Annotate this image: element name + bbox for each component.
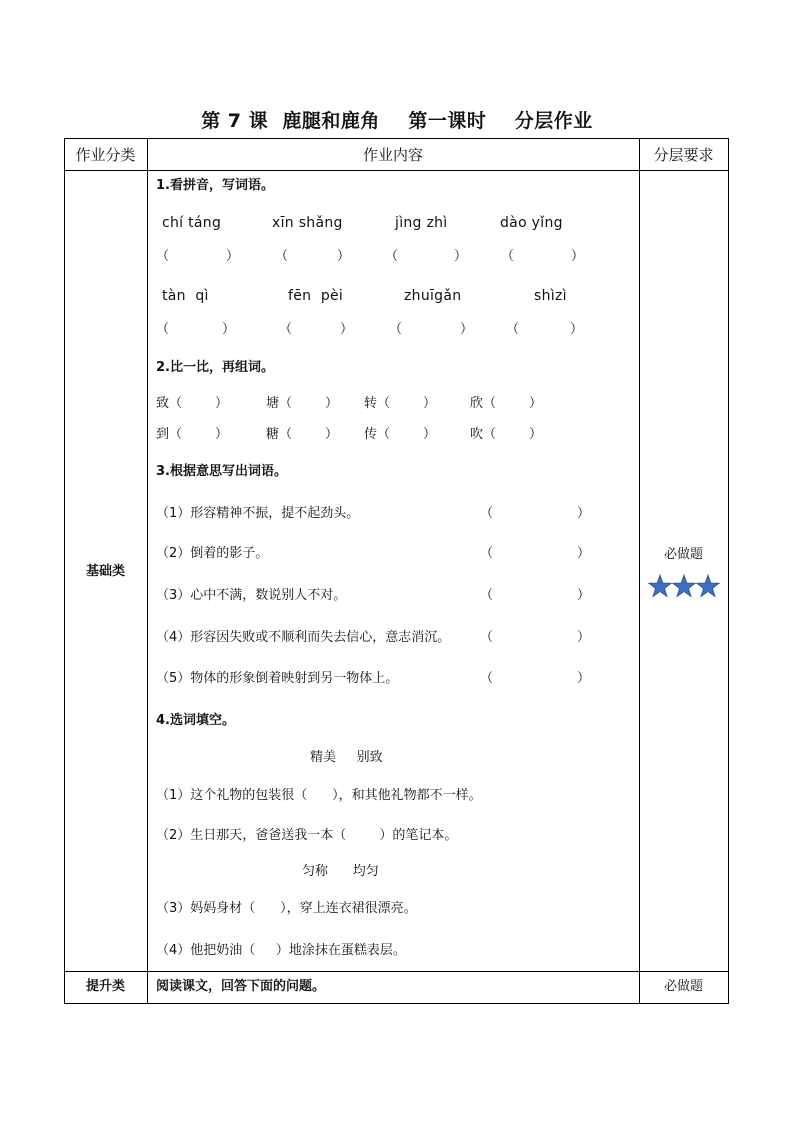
table-col-divider-1 — [147, 138, 148, 1004]
blank-close: ） — [340, 322, 354, 337]
blank-close: ） — [337, 249, 351, 264]
section2-heading: 2.比一比，再组词。 — [156, 360, 274, 375]
row-advanced-category: 提升类 — [85, 979, 125, 994]
blank-close: ） — [571, 249, 585, 264]
table-border-right — [728, 138, 729, 1004]
row-basic-requirement: 必做题 — [663, 547, 703, 562]
meaning-item: （2）倒着的影子。 — [156, 546, 269, 561]
row-advanced-content: 阅读课文，回答下面的问题。 — [156, 979, 326, 994]
row-basic-category: 基础类 — [85, 564, 125, 579]
pinyin-item: tàn qì — [162, 288, 209, 304]
section1-heading: 1.看拼音，写词语。 — [156, 178, 274, 193]
header-category: 作业分类 — [75, 146, 136, 164]
compare-item: 传（ ） — [364, 427, 437, 442]
blank-open: （ — [156, 249, 170, 264]
row-advanced-requirement: 必做题 — [663, 979, 703, 994]
blank-close: ） — [226, 249, 240, 264]
blank-open: （ — [156, 322, 170, 337]
pinyin-item: jìng zhì — [395, 215, 448, 231]
star-icon — [673, 575, 696, 597]
answer-open: （ — [480, 506, 494, 521]
fill-item: （2）生日那天，爸爸送我一本（ ）的笔记本。 — [156, 828, 458, 843]
fill-item: （1）这个礼物的包装很（ ），和其他礼物都不一样。 — [156, 788, 482, 803]
blank-open: （ — [389, 322, 403, 337]
difficulty-stars — [648, 574, 720, 600]
section3-heading: 3.根据意思写出词语。 — [156, 464, 287, 479]
pinyin-item: shìzì — [534, 288, 567, 304]
blank-close: ） — [460, 322, 474, 337]
table-border-bottom — [64, 1003, 729, 1004]
pinyin-item: xīn shǎng — [272, 215, 343, 231]
word-choice-pair: 精美 别致 — [310, 750, 383, 765]
meaning-item: （5）物体的形象倒着映射到另一物体上。 — [156, 671, 399, 686]
table-col-divider-2 — [639, 138, 640, 1004]
answer-open: （ — [480, 671, 494, 686]
answer-close: ） — [577, 546, 591, 561]
fill-item: （3）妈妈身材（ ），穿上连衣裙很漂亮。 — [156, 901, 417, 916]
blank-open: （ — [506, 322, 520, 337]
blank-open: （ — [279, 322, 293, 337]
pinyin-item: fēn pèi — [288, 288, 344, 304]
compare-item: 糖（ ） — [266, 427, 339, 442]
compare-item: 吹（ ） — [470, 427, 543, 442]
blank-open: （ — [501, 249, 515, 264]
meaning-item: （1）形容精神不振，提不起劲头。 — [156, 506, 360, 521]
pinyin-item: zhuīgǎn — [404, 288, 462, 304]
header-content: 作业内容 — [362, 146, 423, 164]
compare-item: 到（ ） — [156, 427, 229, 442]
compare-item: 欣（ ） — [470, 396, 543, 411]
compare-item: 致（ ） — [156, 396, 229, 411]
answer-open: （ — [480, 546, 494, 561]
compare-item: 塘（ ） — [266, 396, 339, 411]
fill-item: （4）他把奶油（ ）地涂抹在蛋糕表层。 — [156, 943, 406, 958]
star-icon — [697, 575, 720, 597]
table-header-divider — [64, 170, 729, 171]
star-icon — [649, 575, 672, 597]
meaning-item: （3）心中不满，数说别人不对。 — [156, 588, 347, 603]
answer-close: ） — [577, 588, 591, 603]
answer-close: ） — [577, 671, 591, 686]
answer-close: ） — [577, 630, 591, 645]
word-choice-pair: 匀称 均匀 — [302, 864, 379, 879]
blank-close: ） — [222, 322, 236, 337]
blank-close: ） — [454, 249, 468, 264]
header-requirement: 分层要求 — [653, 146, 714, 164]
blank-close: ） — [570, 322, 584, 337]
answer-open: （ — [480, 630, 494, 645]
table-border-top — [64, 138, 729, 139]
page-title: 第 7 课 鹿腿和鹿角 第一课时 分层作业 — [201, 110, 593, 132]
compare-item: 转（ ） — [364, 396, 437, 411]
pinyin-item: dào yǐng — [500, 215, 563, 231]
table-row-divider — [64, 971, 729, 972]
meaning-item: （4）形容因失败或不顺利而失去信心，意志消沉。 — [156, 630, 451, 645]
blank-open: （ — [385, 249, 399, 264]
answer-close: ） — [577, 506, 591, 521]
blank-open: （ — [275, 249, 289, 264]
pinyin-item: chí táng — [162, 215, 222, 231]
section4-heading: 4.选词填空。 — [156, 713, 235, 728]
answer-open: （ — [480, 588, 494, 603]
